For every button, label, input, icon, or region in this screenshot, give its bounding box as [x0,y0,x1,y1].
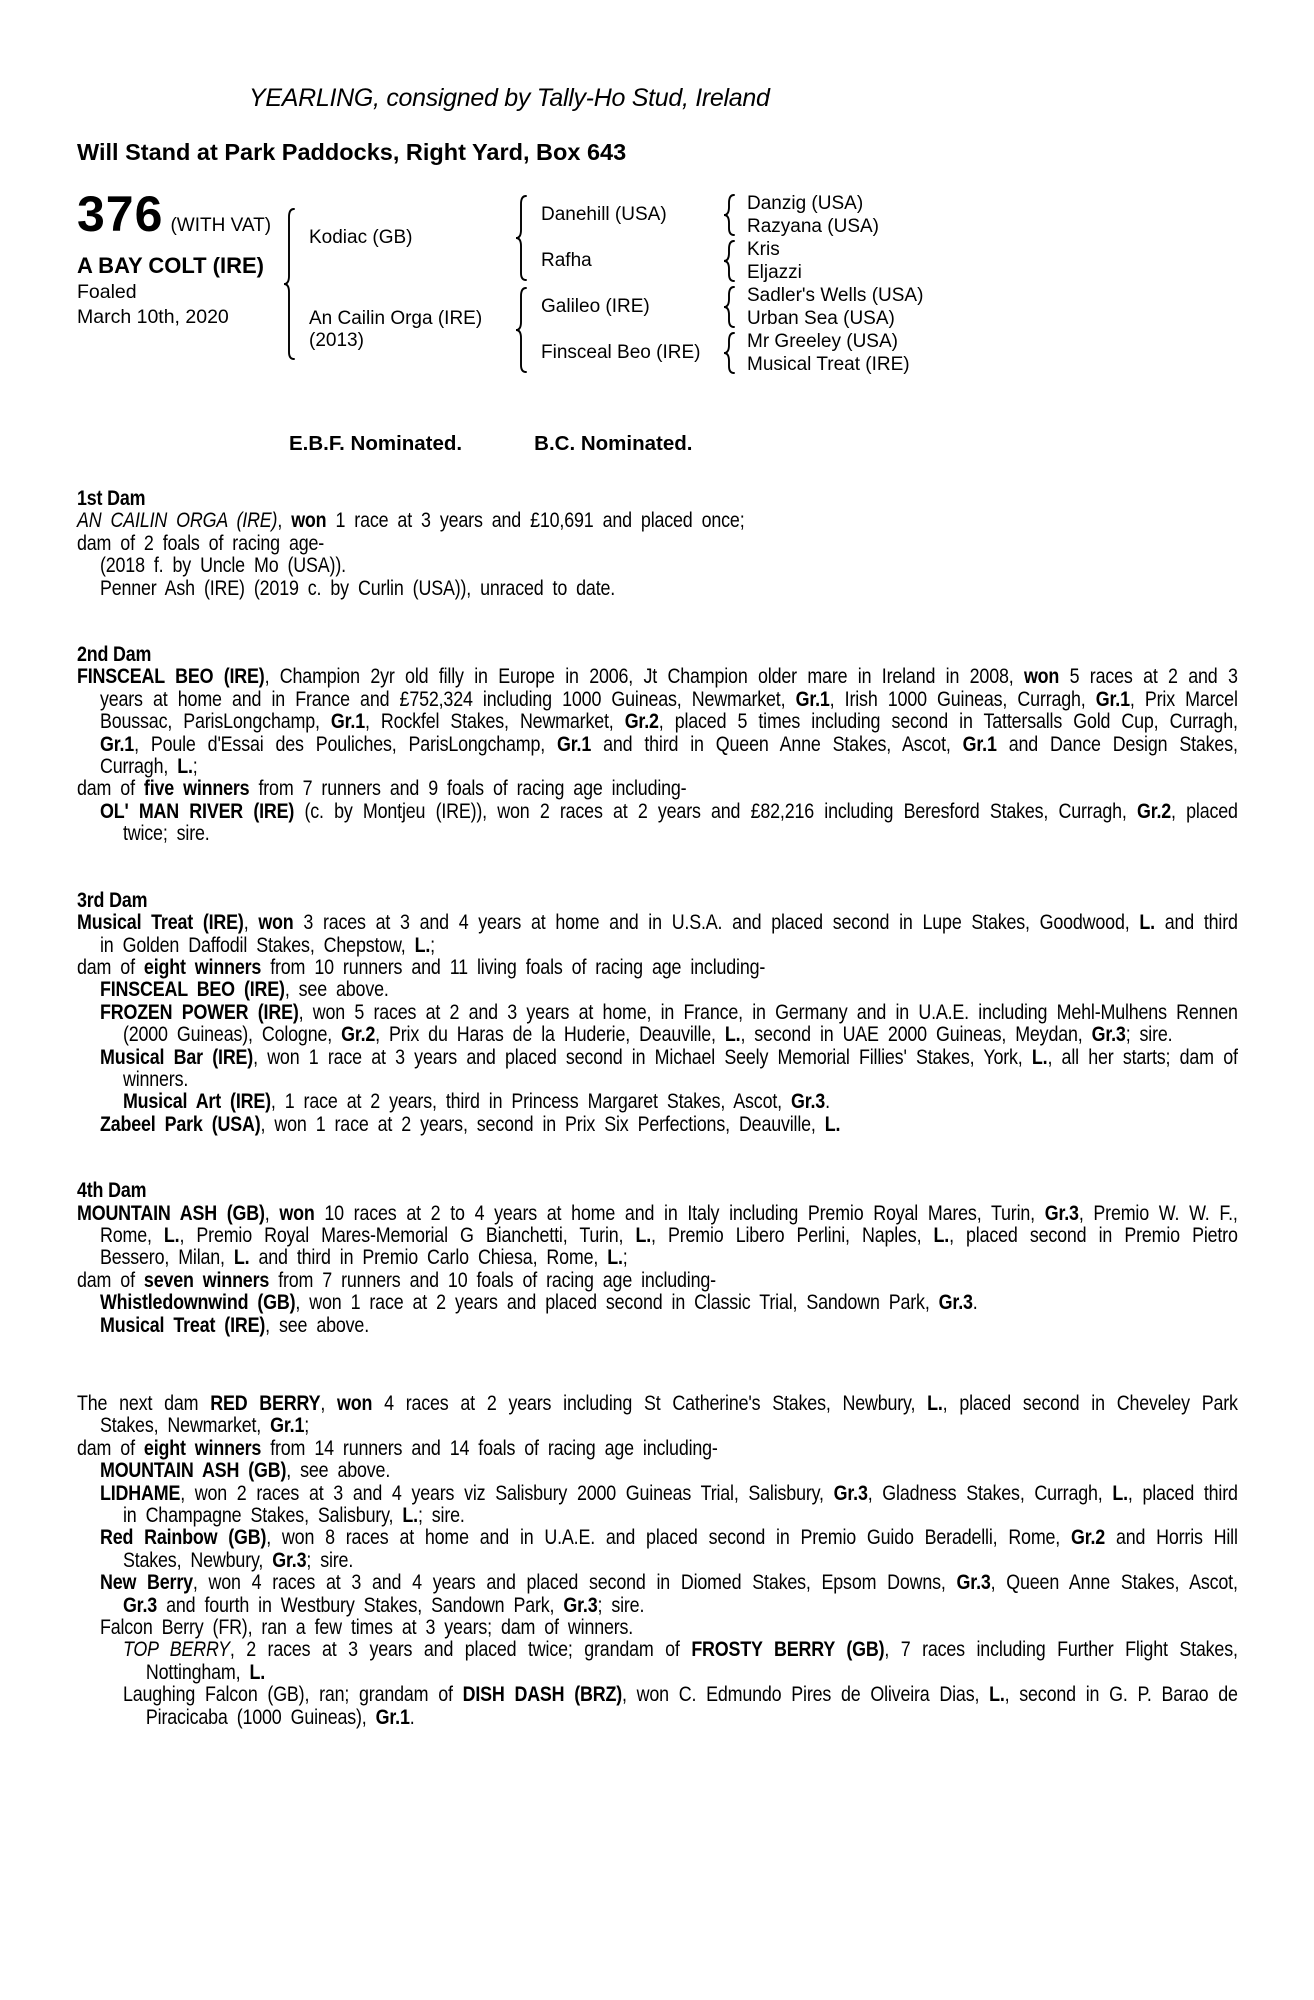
pedigree-ancestor-name: Musical Treat (IRE) [747,353,910,375]
text-segment: Gr.3 [122,1593,158,1617]
text-segment: Gr.3 [272,1548,307,1572]
pedigree-text-paragraph [77,1270,1238,1292]
text-segment: The next dam [77,1392,211,1415]
pedigree-grandsire: Galileo (IRE) [541,296,650,317]
text-segment: (2018 f. by Uncle Mo (USA)). [99,554,346,578]
text-segment: L. [233,1246,250,1270]
text-segment: and Horris Hill Stakes, Newbury, [122,1526,1238,1572]
text-segment: L. [249,1660,266,1684]
text-segment: , Poule d'Essai des Pouliches, ParisLongchamp, [134,732,558,756]
text-segment: L. [724,1023,741,1047]
text-segment: Gr.3 [563,1593,598,1617]
text-segment: , Premio Royal Mares-Memorial G Bianchetti, Turin, [179,1223,636,1247]
pedigree-text-paragraph [77,1292,1238,1314]
text-segment: L. [414,933,431,957]
pedigree-dam-block [309,308,482,352]
text-segment: seven winners [143,1268,270,1292]
pedigree-text-paragraph [77,778,1238,800]
text-segment: and third in Queen Anne Stakes, Ascot, [591,732,963,756]
text-segment: , second in G. P. Barao de Piracicaba (1000 Guineas), [145,1683,1238,1729]
text-segment: from 7 runners and 10 foals of racing age including- [269,1268,716,1292]
stand-location-line: Will Stand at Park Paddocks, Right Yard, Box 643 [77,139,627,165]
text-segment: , won 2 races at 3 and 4 years viz Salisbury 2000 Guineas Trial, Salisbury, [180,1481,834,1505]
text-segment: , Rockfel Stakes, Newmarket, [364,710,625,734]
text-segment: , won 8 races at home and in U.A.E. and placed second in Premio Guido Beradelli, Rome, [266,1526,1071,1550]
text-segment: , Prix du Haras de la Huderie, Deauville, [375,1023,725,1047]
pedigree-text-paragraph [77,1047,1238,1092]
text-segment: Gr.1 [375,1705,410,1729]
text-segment: Musical Bar (IRE) [99,1045,254,1069]
text-segment: Gr.3 [1091,1023,1126,1047]
lot-line [77,186,272,242]
foaled-label: Foaled [77,281,137,303]
text-segment: five winners [143,777,250,801]
text-segment: Laughing Falcon (GB), ran; grandam of [122,1683,463,1707]
dam-section [77,1393,1238,1729]
text-segment: DISH DASH (BRZ) [462,1683,623,1707]
pedigree-sire: Kodiac (GB) [309,227,413,248]
text-segment: , Irish 1000 Guineas, Curragh, [829,687,1096,711]
pedigree-text [77,488,1238,1729]
pedigree-text-paragraph [77,1438,1238,1460]
text-segment: LIDHAME [99,1481,181,1505]
pedigree-text-paragraph [77,1114,1238,1136]
pedigree-ancestor-name: Danzig (USA) [747,192,864,214]
bc-nominated-text: B.C. Nominated. [534,432,693,455]
pedigree-text-paragraph [77,1315,1238,1337]
text-segment: , Premio Libero Perlini, Naples, [651,1223,934,1247]
text-segment: and Dance Design Stakes, Curragh, [99,732,1238,779]
text-segment: and third in Golden Daffodil Stakes, Chepstow, [99,911,1238,957]
text-segment: 5 races at 2 and 3 years at home and in France and £752,324 including 1000 Guineas, Newmarket, [99,665,1238,711]
text-segment: ; [430,933,435,957]
text-segment: ; sire. [417,1504,465,1528]
text-segment: dam of [77,777,144,801]
text-segment: Gr.1 [1095,687,1130,711]
pedigree-dam-year: (2013) [309,330,364,351]
pedigree-granddam: Rafha [541,250,592,271]
text-segment: ; [304,1414,310,1438]
pedigree-text-paragraph [77,979,1238,1001]
text-segment: and fourth in Westbury Stakes, Sandown Park, [157,1593,564,1617]
dam-section-heading: 1st Dam [77,487,146,510]
text-segment: Gr.1 [962,732,997,756]
text-segment: , see above. [286,1459,391,1483]
pedigree-brace-icon [515,195,528,281]
text-segment: 4 races at 2 years including St Catherine's Stakes, Newbury, [372,1392,928,1415]
pedigree-brace-icon [723,332,736,374]
text-segment: Gr.1 [795,687,830,711]
pedigree-text-paragraph [77,957,1238,979]
text-segment: FINSCEAL BEO (IRE) [77,665,265,689]
text-segment: won [258,911,294,935]
text-segment: , won 4 races at 3 and 4 years and placed second in Diomed Stakes, Epsom Downs, [192,1571,957,1595]
text-segment: New Berry [99,1571,193,1595]
text-segment: MOUNTAIN ASH (GB) [99,1459,287,1483]
text-segment: L. [933,1223,950,1247]
text-segment: , won 1 race at 2 years, second in Prix Six Perfections, Deauville, [260,1112,825,1136]
pedigree-granddam: Finsceal Beo (IRE) [541,342,701,363]
text-segment: . [409,1705,415,1729]
nominations-line [77,432,1237,456]
text-segment: , Champion 2yr old filly in Europe in 2006, Jt Champion older mare in Ireland in 2008, [264,665,1024,689]
pedigree-tree [77,186,1237,376]
text-segment: , Queen Anne Stakes, Ascot, [990,1571,1238,1595]
pedigree-brace-icon [283,208,296,360]
dam-section [77,1180,1238,1337]
text-segment: dam of [77,1436,144,1460]
pedigree-text-paragraph [77,1393,1238,1438]
pedigree-ancestor-name: Kris [747,238,780,260]
text-segment: , Prix Marcel Boussac, ParisLongchamp, [99,687,1238,734]
pedigree-text-paragraph [77,510,1238,532]
pedigree-text-paragraph [77,1002,1238,1047]
pedigree-text-paragraph [77,801,1238,846]
text-segment: dam of [77,1268,144,1292]
text-segment: , 7 races including Further Flight Stakes, Nottingham, [145,1638,1238,1684]
text-segment: , Gladness Stakes, Curragh, [867,1481,1113,1505]
dam-section-heading: 4th Dam [77,1179,147,1203]
text-segment: dam of [77,955,144,979]
pedigree-text-paragraph [77,578,1238,600]
text-segment: , placed second in Premio Pietro Bessero, Milan, [99,1223,1238,1270]
text-segment: (c. by Montjeu (IRE)), won 2 races at 2 years and £82,216 including Beresford Stakes, Curragh, [294,799,1137,823]
text-segment: , second in UAE 2000 Guineas, Meydan, [740,1023,1092,1047]
pedigree-brace-icon [723,286,736,328]
text-segment: ; sire. [1125,1023,1173,1047]
dam-section [77,488,1238,600]
text-segment: Penner Ash (IRE) (2019 c. by Curlin (USA)), unraced to date. [99,576,616,600]
text-segment: , see above. [265,1313,369,1337]
text-segment: Musical Art (IRE) [122,1090,271,1114]
dam-section [77,890,1238,1136]
text-segment: Gr.1 [330,710,365,734]
text-segment: , 2 races at 3 years and placed twice; grandam of [229,1638,692,1662]
text-segment: L. [402,1504,418,1528]
text-segment: L. [1112,1481,1128,1505]
catalog-title: YEARLING, consigned by Tally-Ho Stud, Ireland [249,84,770,112]
pedigree-text-paragraph [77,1639,1238,1684]
pedigree-ancestor-name: Sadler's Wells (USA) [747,284,924,306]
dam-section [77,644,1238,846]
text-segment: Gr.1 [99,732,135,756]
text-segment: OL' MAN RIVER (IRE) [99,799,295,823]
text-segment: L. [1139,911,1155,935]
text-segment: L. [177,755,193,779]
text-segment: ; [192,755,198,779]
text-segment: from 7 runners and 9 foals of racing age including- [249,777,687,801]
text-segment: . [972,1291,978,1315]
pedigree-text-paragraph [77,1572,1238,1617]
text-segment: Musical Treat (IRE) [77,911,244,935]
vat-note: (WITH VAT) [170,215,272,236]
pedigree-text-paragraph [77,666,1238,778]
text-segment: Gr.1 [557,732,592,756]
text-segment: Whistledownwind (GB) [99,1291,296,1315]
horse-name: A BAY COLT (IRE) [77,253,265,278]
pedigree-text-paragraph [77,555,1238,577]
text-segment: won [291,509,327,533]
text-segment: TOP BERRY [122,1638,230,1662]
pedigree-ancestor-name: Eljazzi [747,261,802,283]
dam-section-heading: 2nd Dam [77,643,152,667]
text-segment: Gr.3 [790,1090,826,1114]
pedigree-text-paragraph [77,912,1238,957]
text-segment: . [825,1090,830,1114]
text-segment: , all her starts; dam of winners. [122,1045,1238,1091]
text-segment: 1 race at 3 years and £10,691 and placed once; [326,509,745,533]
text-segment: L. [989,1683,1005,1707]
text-segment: FROSTY BERRY (GB) [691,1638,885,1662]
text-segment: won [336,1392,373,1415]
pedigree-text-paragraph [77,1203,1238,1270]
pedigree-dam: An Cailin Orga (IRE) [309,308,483,329]
text-segment: Gr.3 [938,1291,973,1315]
text-segment: , won C. Edmundo Pires de Oliveira Dias, [622,1683,990,1707]
text-segment: , won 1 race at 3 years and placed second in Michael Seely Memorial Fillies' Stakes, York, [253,1045,1032,1069]
text-segment: AN CAILIN ORGA (IRE) [77,509,278,533]
ebf-nominated-text: E.B.F. Nominated. [289,432,463,455]
text-segment: ; sire. [597,1593,645,1617]
text-segment: , placed second in Cheveley Park Stakes, Newmarket, [99,1392,1238,1438]
pedigree-text-paragraph [77,1091,1238,1113]
text-segment: , placed twice; sire. [122,799,1238,846]
pedigree-brace-icon [723,240,736,282]
text-segment: from 14 runners and 14 foals of racing age including- [261,1436,718,1460]
pedigree-text-paragraph [77,1483,1238,1528]
text-segment: from 10 runners and 11 living foals of racing age including- [261,955,766,979]
pedigree-brace-icon [723,194,736,236]
text-segment: 10 races at 2 to 4 years at home and in Italy including Premio Royal Mares, Turin, [314,1201,1045,1225]
pedigree-ancestor-name: Urban Sea (USA) [747,307,895,329]
text-segment: ; [622,1246,628,1270]
text-segment: won [1023,665,1060,689]
text-segment: , placed third in Champagne Stakes, Salisbury, [122,1481,1238,1528]
text-segment: Gr.2 [1136,799,1172,823]
dam-section-heading: 3rd Dam [77,888,148,912]
text-segment: MOUNTAIN ASH (GB) [77,1201,265,1225]
text-segment: ; sire. [306,1548,354,1572]
text-segment: eight winners [143,1436,262,1460]
text-segment: L. [607,1246,623,1270]
text-segment: , won 1 race at 2 years and placed second in Classic Trial, Sandown Park, [295,1291,939,1315]
text-segment: Gr.2 [341,1023,376,1047]
pedigree-text-paragraph [77,1527,1238,1572]
text-segment: Red Rainbow (GB) [99,1526,267,1550]
text-segment: FROZEN POWER (IRE) [99,1000,299,1024]
text-segment: L. [824,1112,841,1136]
text-segment: dam of 2 foals of racing age- [77,531,325,555]
text-segment: L. [163,1223,180,1247]
lot-number: 376 [77,186,164,242]
text-segment: won [279,1201,315,1225]
text-segment: , [264,1201,280,1225]
text-segment: L. [635,1223,652,1247]
pedigree-text-paragraph [77,1617,1238,1639]
pedigree-ancestor-name: Razyana (USA) [747,215,879,237]
text-segment: Gr.3 [1044,1201,1079,1225]
text-segment: and third in Premio Carlo Chiesa, Rome, [249,1246,608,1270]
text-segment: RED BERRY [210,1392,321,1415]
text-segment: , Premio W. W. F., Rome, [99,1201,1238,1247]
pedigree-grandsire: Danehill (USA) [541,204,667,225]
text-segment: L. [927,1392,943,1415]
text-segment: , won 5 races at 2 and 3 years at home, in France, in Germany and in U.A.E. including Mehl-Mulhens Rennen (2000 Guineas), Cologne, [122,1000,1238,1047]
text-segment: , see above. [284,978,389,1002]
text-segment: Gr.1 [270,1414,305,1438]
text-segment: Gr.3 [833,1481,868,1505]
text-segment: , placed 5 times including second in Tattersalls Gold Cup, Curragh, [658,710,1238,734]
text-segment: , [243,911,259,935]
text-segment: eight winners [143,955,262,979]
text-segment: Gr.2 [624,710,659,734]
text-segment: FINSCEAL BEO (IRE) [99,978,285,1002]
lot-info-block [77,186,283,376]
text-segment: Gr.3 [956,1571,991,1595]
foaled-date: March 10th, 2020 [77,306,229,328]
pedigree-brace-icon [515,287,528,373]
pedigree-text-paragraph [77,1684,1238,1729]
pedigree-ancestor-name: Mr Greeley (USA) [747,330,898,352]
pedigree-text-paragraph [77,1460,1238,1482]
text-segment: , [277,509,292,533]
text-segment: , 1 race at 2 years, third in Princess Margaret Stakes, Ascot, [270,1090,791,1114]
text-segment: 3 races at 3 and 4 years at home and in U.S.A. and placed second in Lupe Stakes, Goodwood, [293,911,1140,935]
text-segment: Zabeel Park (USA) [99,1112,261,1136]
text-segment: Falcon Berry (FR), ran a few times at 3 years; dam of winners. [99,1616,634,1640]
text-segment: Gr.2 [1070,1526,1106,1550]
text-segment: L. [1031,1045,1048,1069]
pedigree-text-paragraph [77,533,1238,555]
text-segment: Musical Treat (IRE) [99,1313,266,1337]
text-segment: , [320,1392,337,1415]
